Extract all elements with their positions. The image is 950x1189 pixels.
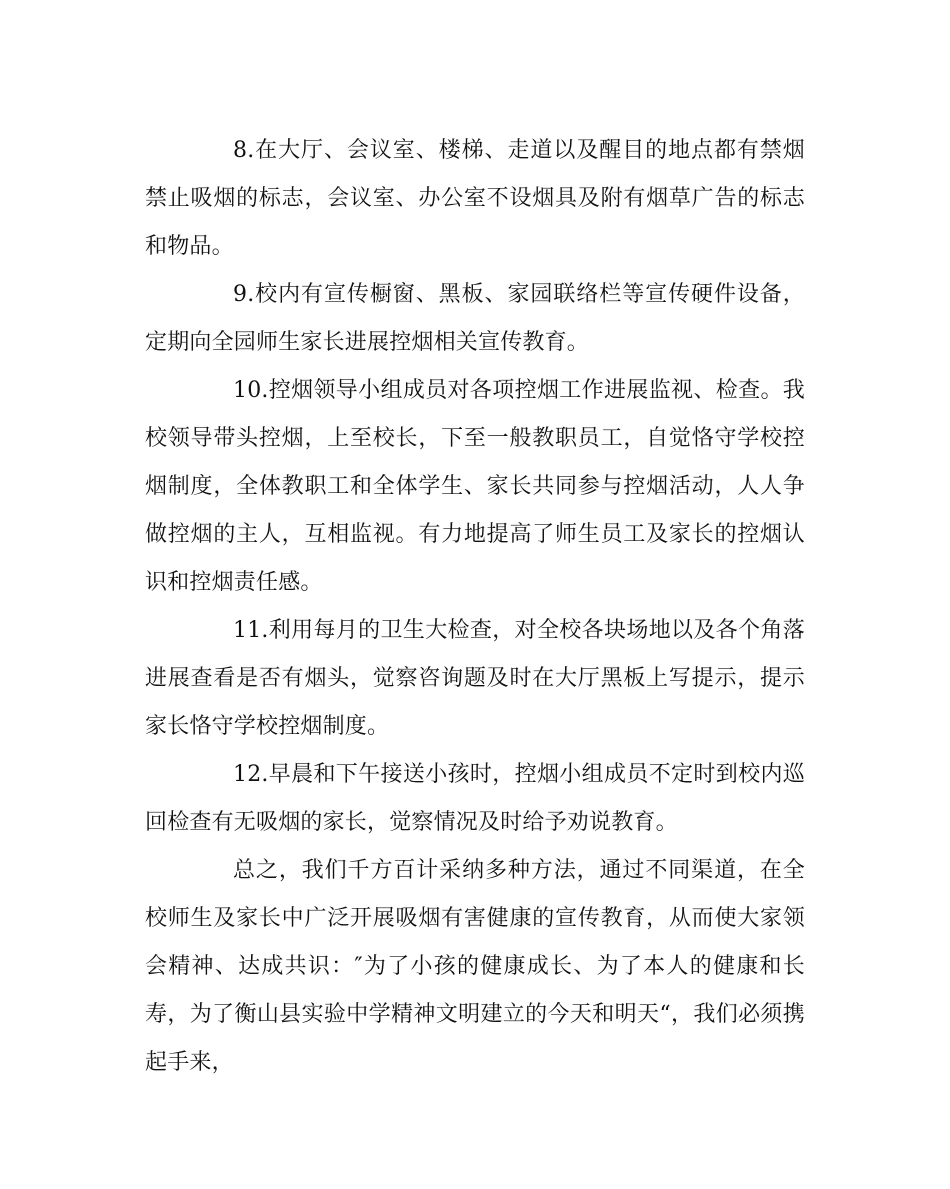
paragraph-item-9: 9.校内有宣传橱窗、黑板、家园联络栏等宣传硬件设备，定期向全园师生家长进展控烟相关宣传教育。 (145, 282, 805, 355)
paragraph-item-12: 12.早晨和下午接送小孩时，控烟小组成员不定时到校内巡回检查有无吸烟的家长，觉察情况及时给予劝说教育。 (145, 762, 805, 835)
paragraph-item-10: 10.控烟领导小组成员对各项控烟工作进展监视、检查。我校领导带头控烟，上至校长，下至一般教职员工，自觉恪守学校控烟制度，全体教职工和全体学生、家长共同参与控烟活动，人人争做控烟的主人，互相监视。有力地提高了师生员工及家长的控烟认识和控烟责任感。 (145, 378, 805, 595)
paragraph-summary: 总之，我们千方百计采纳多种方法，通过不同渠道，在全校师生及家长中广泛开展吸烟有害健康的宣传教育，从而使大家领会精神、达成共识：″为了小孩的健康成长、为了本人的健康和长寿，为了衡山县实验中学精神文明建立的今天和明天“，我们必须携起手来， (145, 858, 805, 1075)
paragraph-item-11: 11.利用每月的卫生大检查，对全校各块场地以及各个角落进展查看是否有烟头，觉察咨询题及时在大厅黑板上写提示，提示家长恪守学校控烟制度。 (145, 618, 805, 739)
paragraph-item-8: 8.在大厅、会议室、楼梯、走道以及醒目的地点都有禁烟禁止吸烟的标志，会议室、办公室不设烟具及附有烟草广告的标志和物品。 (145, 138, 805, 259)
document-body (145, 127, 805, 1087)
